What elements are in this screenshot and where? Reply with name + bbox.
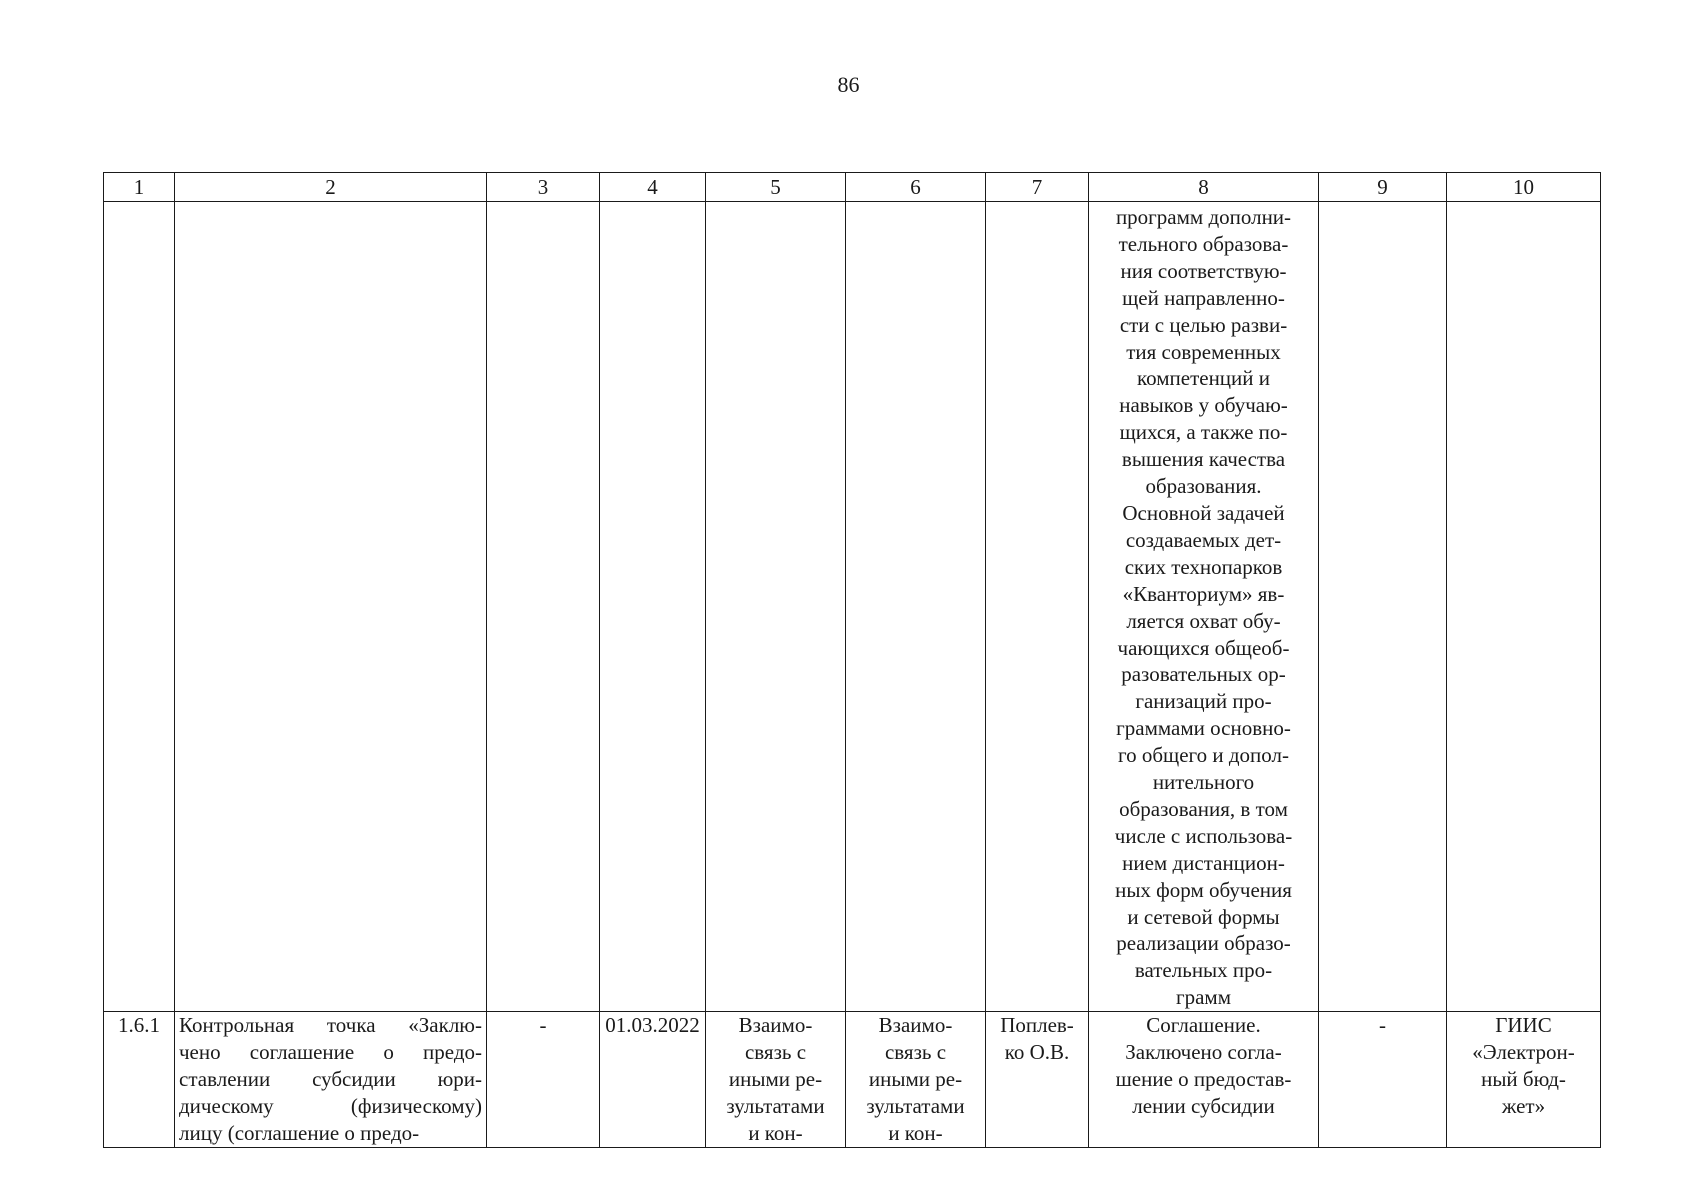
text-line: ставлении субсидии юри- — [179, 1067, 482, 1091]
information-system-cell — [1447, 1012, 1601, 1148]
text-line: тия современных — [1126, 339, 1281, 364]
text-line: и сетевой формы — [1127, 904, 1280, 929]
text-line: ко О.В. — [1004, 1040, 1070, 1065]
relation-cell-5 — [706, 1012, 846, 1148]
text-line: образования. — [1145, 474, 1262, 499]
text-line: Соглашение. — [1146, 1013, 1261, 1038]
cell-empty — [104, 202, 175, 1012]
text-line: вышения качества — [1121, 447, 1286, 472]
text-line: сти с целью разви- — [1119, 312, 1288, 337]
text-line: и кон- — [748, 1120, 803, 1145]
text-line: иными ре- — [728, 1067, 823, 1091]
text-line: и кон- — [888, 1120, 943, 1145]
text-line: Взаимо- — [738, 1013, 813, 1038]
text-line: Основной задачей — [1122, 500, 1285, 525]
plan-table — [103, 172, 1601, 1148]
cell-empty — [706, 202, 846, 1012]
header-col-9: 9 — [1319, 173, 1447, 202]
text-line: программ дополни- — [1115, 205, 1292, 229]
table-row — [104, 1012, 1601, 1148]
header-col-4: 4 — [600, 173, 706, 202]
header-row — [104, 173, 1601, 202]
text-line: числе с использова- — [1114, 823, 1293, 848]
col9-cell: - — [1319, 1012, 1447, 1148]
text-line: вательных про- — [1134, 958, 1273, 983]
header-col-10: 10 — [1447, 173, 1601, 202]
text-line: нием дистанцион- — [1122, 850, 1285, 875]
text-line: щихся, а также по- — [1119, 420, 1288, 445]
header-col-5: 5 — [706, 173, 846, 202]
text-line: тельного образова- — [1118, 231, 1289, 256]
text-line: лении субсидии — [1132, 1093, 1275, 1118]
responsible-cell — [986, 1012, 1089, 1148]
text-line: Заключено согла- — [1125, 1040, 1282, 1065]
header-col-6: 6 — [846, 173, 986, 202]
text-line: ных форм обучения — [1115, 877, 1292, 902]
control-point-name-cell — [175, 1012, 487, 1148]
cell-empty — [1319, 202, 1447, 1012]
continuation-description-cell — [1089, 202, 1319, 1012]
text-line: грамм — [1175, 985, 1231, 1010]
cell-empty — [600, 202, 706, 1012]
text-line: ганизаций про- — [1135, 689, 1272, 714]
text-line: щей направленно- — [1122, 285, 1285, 310]
text-line: ГИИС — [1495, 1013, 1552, 1038]
text-line: лицу (соглашение о предо- — [179, 1120, 420, 1145]
text-line: связь с — [884, 1040, 947, 1065]
text-line: зультатами — [726, 1093, 825, 1118]
text-line: «Кванториум» яв- — [1122, 581, 1285, 606]
text-line: нительного — [1152, 770, 1255, 795]
row-number-cell: 1.6.1 — [104, 1012, 175, 1148]
text-line: Контрольная точка «Заклю- — [179, 1013, 482, 1038]
cell-empty — [986, 202, 1089, 1012]
cell-empty — [175, 202, 487, 1012]
text-line: ный бюд- — [1481, 1067, 1566, 1091]
header-col-1: 1 — [104, 173, 175, 202]
text-line: ских технопарков — [1124, 554, 1283, 579]
text-line: разовательных ор- — [1121, 662, 1286, 687]
header-col-8: 8 — [1089, 173, 1319, 202]
text-line: чающихся общеоб- — [1117, 635, 1290, 660]
text-line: дическому (физическому) — [179, 1093, 482, 1118]
text-line: создаваемых дет- — [1125, 527, 1282, 552]
text-line: ния соответствую- — [1120, 258, 1287, 283]
text-line: реализации образо- — [1116, 931, 1291, 956]
text-line: Поплев- — [1000, 1013, 1074, 1038]
cell-empty — [1447, 202, 1601, 1012]
header-col-7: 7 — [986, 173, 1089, 202]
text-line: связь с — [744, 1040, 807, 1065]
text-line: образования, в том — [1119, 796, 1288, 821]
relation-cell-6 — [846, 1012, 986, 1148]
text-line: го общего и допол- — [1118, 743, 1289, 768]
text-line: шение о предостав- — [1115, 1067, 1292, 1091]
text-line: ляется охват обу- — [1126, 608, 1281, 633]
header-col-3: 3 — [487, 173, 600, 202]
text-line: Взаимо- — [878, 1013, 953, 1038]
text-line: граммами основно- — [1116, 716, 1291, 741]
text-line: жет» — [1501, 1093, 1546, 1118]
document-cell — [1089, 1012, 1319, 1148]
text-line: чено соглашение о предо- — [179, 1040, 482, 1065]
cell-empty — [846, 202, 986, 1012]
header-col-2: 2 — [175, 173, 487, 202]
text-line: «Электрон- — [1472, 1040, 1575, 1065]
col3-cell: - — [487, 1012, 600, 1148]
text-line: зультатами — [866, 1093, 965, 1118]
date-cell: 01.03.2022 — [600, 1012, 706, 1148]
cell-empty — [487, 202, 600, 1012]
text-line: иными ре- — [868, 1067, 963, 1091]
text-line: компетенций и — [1136, 366, 1271, 391]
text-line: навыков у обучаю- — [1119, 393, 1288, 418]
page-number: 86 — [837, 72, 860, 97]
continuation-row — [104, 202, 1601, 1012]
